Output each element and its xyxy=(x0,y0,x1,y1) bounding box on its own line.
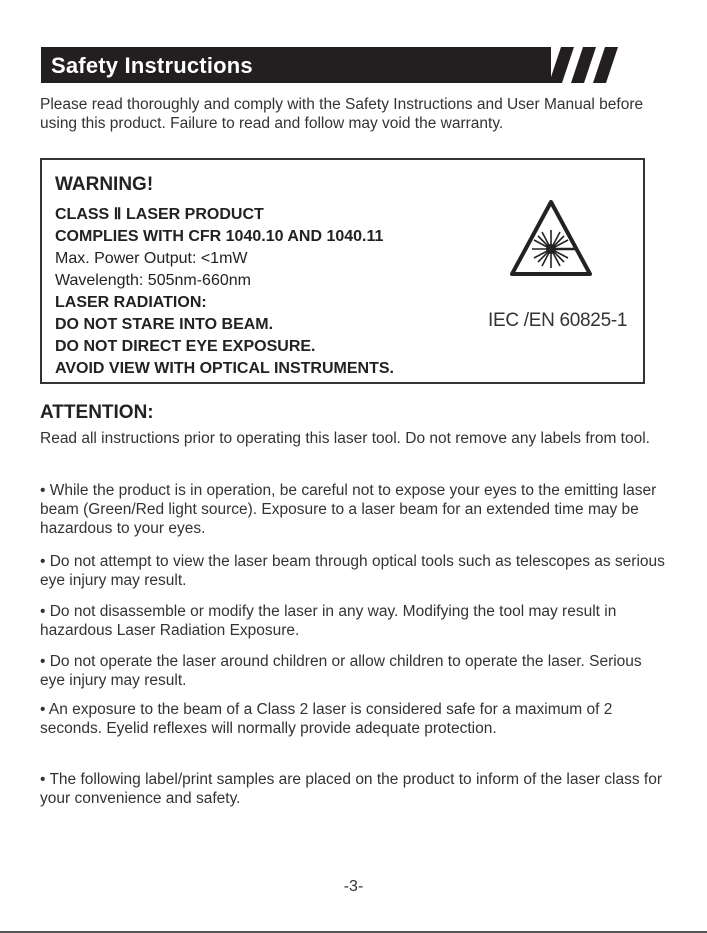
warning-box xyxy=(40,158,645,384)
warning-line: Wavelength: 505nm-660nm xyxy=(55,272,251,289)
warning-line: COMPLIES WITH CFR 1040.10 AND 1040.11 xyxy=(55,228,384,245)
bullet-item: • Do not operate the laser around children or allow children to operate the laser. Serious eye injury may result. xyxy=(40,653,642,689)
warning-line: AVOID VIEW WITH OPTICAL INSTRUMENTS. xyxy=(55,360,394,377)
attention-intro: Read all instructions prior to operating this laser tool. Do not remove any labels from tool. xyxy=(40,430,650,447)
attention-title: ATTENTION: xyxy=(40,402,154,423)
bullet-item: • Do not attempt to view the laser beam through optical tools such as telescopes as serious eye injury may result. xyxy=(40,553,665,589)
iec-standard-label: IEC /EN 60825-1 xyxy=(488,310,628,331)
bullet-item: • The following label/print samples are placed on the product to inform of the laser class for your convenience and safety. xyxy=(40,771,663,807)
page-number: -3- xyxy=(343,878,364,895)
warning-line: LASER RADIATION: xyxy=(55,294,207,311)
warning-line: DO NOT STARE INTO BEAM. xyxy=(55,316,274,333)
warning-lines xyxy=(55,204,394,380)
warning-line: CLASS Ⅱ LASER PRODUCT xyxy=(55,206,264,223)
page-title: Safety Instructions xyxy=(51,53,253,78)
intro-text: Please read thoroughly and comply with the Safety Instructions and User Manual before using this product. Failure to read and follow may void the warranty. xyxy=(40,96,644,132)
bullet-item: • An exposure to the beam of a Class 2 laser is considered safe for a maximum of 2 seconds. Eyelid reflexes will normally provide adequate protection. xyxy=(40,701,613,737)
warning-line: DO NOT DIRECT EYE EXPOSURE. xyxy=(55,338,316,355)
laser-warning-icon xyxy=(510,200,592,276)
bullet-item: • While the product is in operation, be careful not to expose your eyes to the emitting laser beam (Green/Red light source). Exposure to a laser beam for an extended time may be hazardous to your eyes. xyxy=(40,482,657,537)
bullet-item: • Do not disassemble or modify the laser in any way. Modifying the tool may result in hazardous Laser Radiation Exposure. xyxy=(40,603,617,639)
warning-title: WARNING! xyxy=(55,174,154,195)
warning-line: Max. Power Output: <1mW xyxy=(55,250,248,267)
slash-decoration-icon xyxy=(549,47,631,83)
